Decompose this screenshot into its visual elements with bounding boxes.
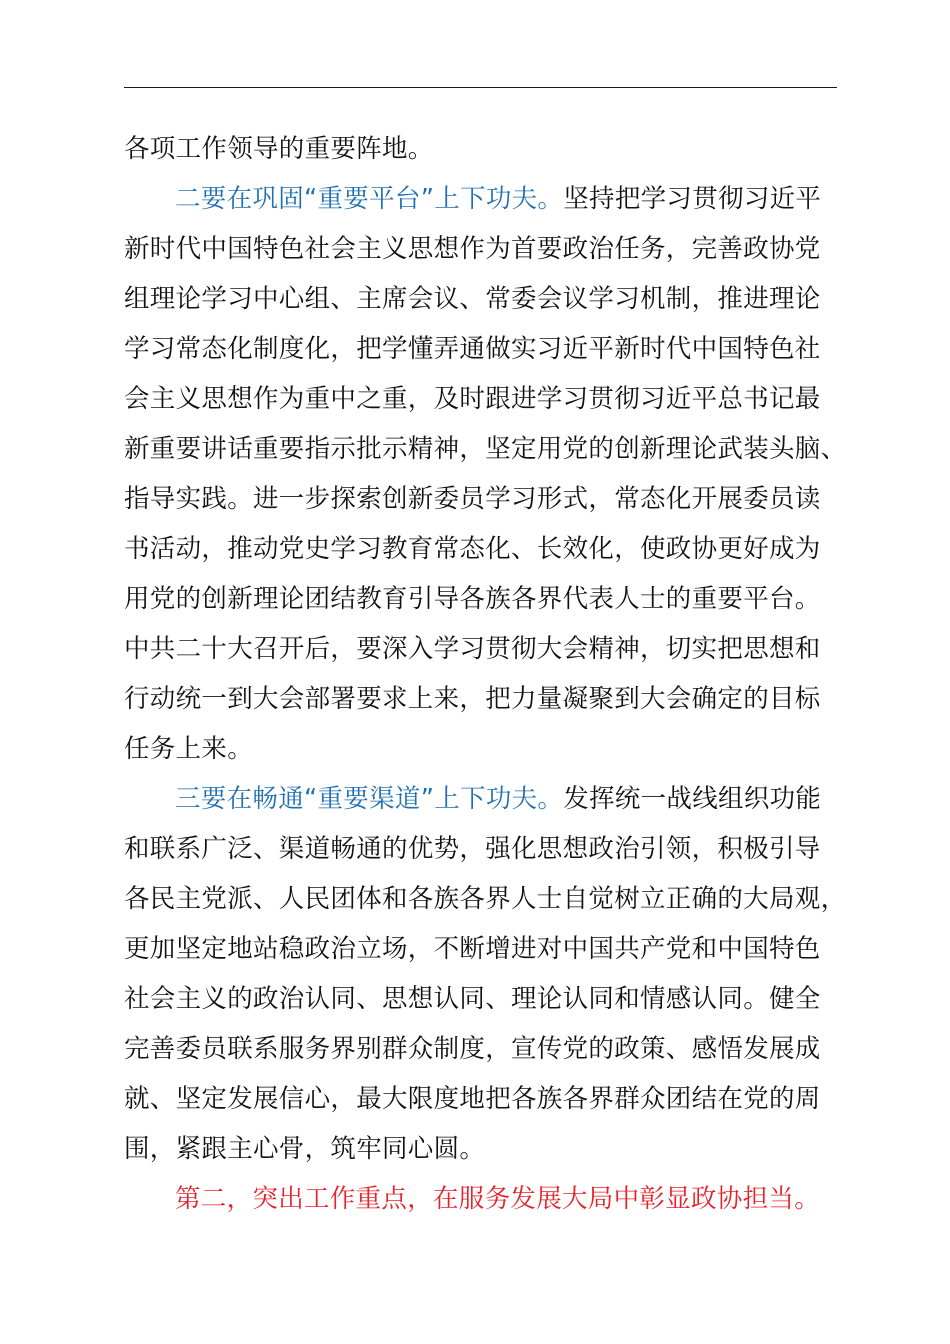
body-text: 会主义思想作为重中之重，及时跟进学习贯彻习近平总书记最 — [124, 384, 821, 414]
text-line — [124, 574, 837, 624]
body-text: 行动统一到大会部署要求上来，把力量凝聚到大会确定的目标 — [124, 684, 821, 714]
text-line — [124, 1074, 837, 1124]
text-line — [124, 474, 837, 524]
body-text: 用党的创新理论团结教育引导各族各界代表人士的重要平台。 — [124, 584, 821, 614]
text-line — [124, 224, 837, 274]
text-line — [124, 624, 837, 674]
body-text: 组理论学习中心组、主席会议、常委会议学习机制，推进理论 — [124, 284, 821, 314]
document-body — [124, 124, 847, 1224]
body-text: 就、坚定发展信心，最大限度地把各族各界群众团结在党的周 — [124, 1084, 821, 1114]
text-line — [124, 824, 837, 874]
body-text: 各项工作领导的重要阵地。 — [124, 134, 434, 164]
header-rule — [124, 87, 837, 88]
body-text: 新重要讲话重要指示批示精神，坚定用党的创新理论武装头脑、 — [124, 434, 847, 464]
text-line — [124, 874, 847, 924]
text-line — [124, 274, 837, 324]
body-text: 新时代中国特色社会主义思想作为首要政治任务，完善政协党 — [124, 234, 821, 264]
body-text: 围，紧跟主心骨，筑牢同心圆。 — [124, 1134, 486, 1164]
text-line — [124, 724, 837, 774]
body-text: 和联系广泛、渠道畅通的优势，强化思想政治引领，积极引导 — [124, 834, 821, 864]
body-text: 书活动，推动党史学习教育常态化、长效化，使政协更好成为 — [124, 534, 821, 564]
text-line — [124, 174, 837, 224]
body-text: 更加坚定地站稳政治立场，不断增进对中国共产党和中国特色 — [124, 934, 821, 964]
text-line — [124, 1174, 837, 1224]
text-line — [124, 974, 837, 1024]
text-line — [124, 774, 837, 824]
body-text: 任务上来。 — [124, 734, 254, 764]
body-text: 指导实践。进一步探索创新委员学习形式，常态化开展委员读 — [124, 484, 821, 514]
section-heading-red: 第二，突出工作重点，在服务发展大局中彰显政协担当。 — [175, 1184, 821, 1214]
text-line — [124, 1024, 837, 1074]
body-text: 完善委员联系服务界别群众制度，宣传党的政策、感悟发展成 — [124, 1034, 821, 1064]
text-line — [124, 674, 837, 724]
text-line — [124, 524, 837, 574]
text-line — [124, 424, 847, 474]
text-line — [124, 374, 837, 424]
body-text: 中共二十大召开后，要深入学习贯彻大会精神，切实把思想和 — [124, 634, 821, 664]
section-heading-blue: 三要在畅通“重要渠道”上下功夫。 — [175, 784, 564, 814]
section-heading-blue: 二要在巩固“重要平台”上下功夫。 — [175, 184, 564, 214]
body-text: 坚持把学习贯彻习近平 — [563, 184, 822, 214]
body-text: 发挥统一战线组织功能 — [563, 784, 822, 814]
body-text: 社会主义的政治认同、思想认同、理论认同和情感认同。健全 — [124, 984, 821, 1014]
text-line — [124, 1124, 837, 1174]
text-line — [124, 924, 837, 974]
text-line — [124, 124, 837, 174]
body-text: 各民主党派、人民团体和各族各界人士自觉树立正确的大局观， — [124, 884, 847, 914]
body-text: 学习常态化制度化，把学懂弄通做实习近平新时代中国特色社 — [124, 334, 821, 364]
text-line — [124, 324, 837, 374]
